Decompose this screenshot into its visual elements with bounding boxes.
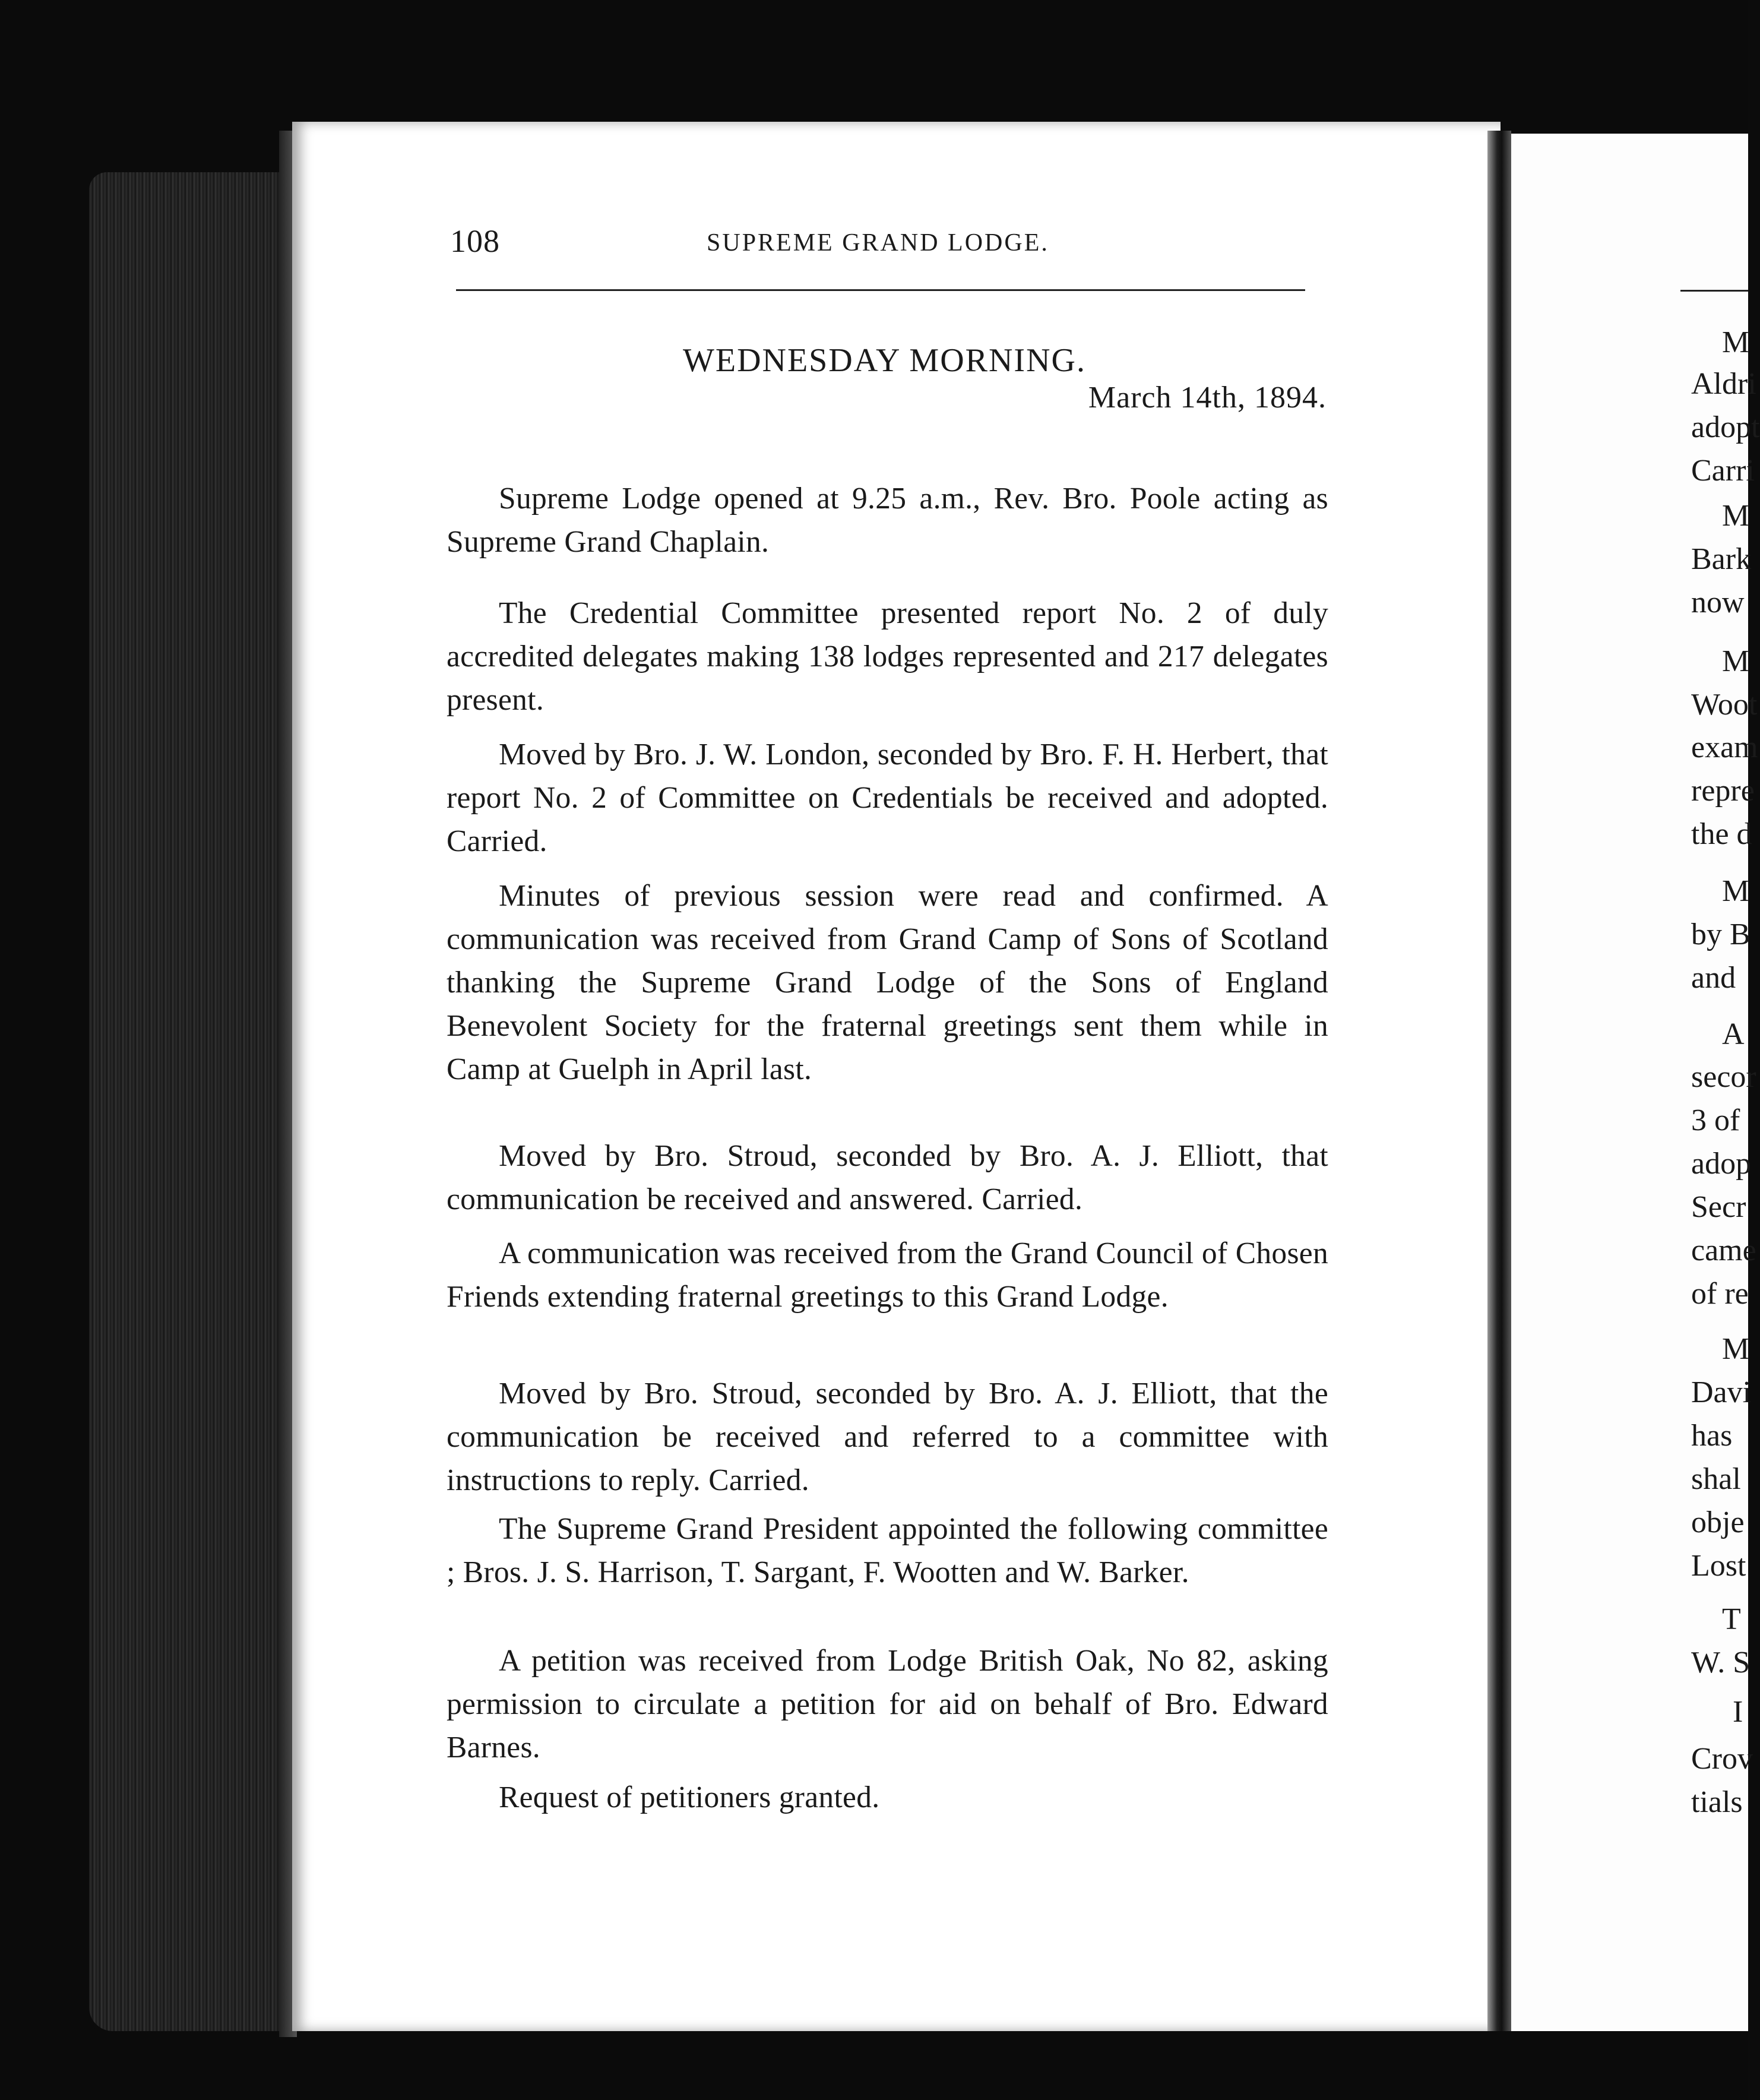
paragraph: Supreme Lodge opened at 9.25 a.m., Rev. Bro. Poole acting as Supreme Grand Chaplain. xyxy=(447,482,1328,559)
page-number: 108 xyxy=(450,223,500,259)
facing-page-fragment: Bark xyxy=(1691,542,1752,576)
paragraph: Request of petitioners granted. xyxy=(499,1780,880,1814)
facing-page-fragment: T xyxy=(1722,1602,1741,1636)
date-line: March 14th, 1894. xyxy=(1088,381,1327,415)
body-text xyxy=(447,592,1328,722)
facing-page-fragment: the d xyxy=(1691,817,1752,851)
facing-page-fragment: repre xyxy=(1691,774,1755,808)
facing-page-fragment: I xyxy=(1733,1695,1743,1729)
facing-page-fragment: came xyxy=(1691,1234,1756,1267)
facing-page-fragment: Crov xyxy=(1691,1742,1753,1776)
facing-page-fragment: M xyxy=(1722,874,1750,908)
facing-page-fragment: secor xyxy=(1691,1060,1756,1094)
paragraph: The Credential Committee presented report No. 2 of duly accredited delegates making 138 lodges represented and 217 delegates present. xyxy=(447,596,1328,717)
section-heading: WEDNESDAY MORNING. xyxy=(683,342,1086,379)
facing-page-fragment: M xyxy=(1722,1332,1750,1366)
facing-page-fragment: 3 of xyxy=(1691,1103,1740,1137)
facing-page-fragment: Secr xyxy=(1691,1190,1746,1224)
facing-page-fragment: W. S xyxy=(1691,1646,1750,1680)
facing-page-fragment: A xyxy=(1722,1017,1745,1051)
facing-page-fragment: Aldri xyxy=(1691,367,1756,401)
paragraph: A petition was received from Lodge British Oak, No 82, asking permission to circulate a petition for aid on behalf of Bro. Edward Barnes. xyxy=(447,1644,1328,1764)
body-text xyxy=(447,1776,1328,1819)
body-text xyxy=(447,1134,1328,1221)
facing-page-fragment: by B xyxy=(1691,918,1750,951)
facing-page-fragment: Woot xyxy=(1691,688,1758,722)
book-gutter xyxy=(1487,131,1511,2031)
paragraph: Moved by Bro. J. W. London, seconded by Bro. F. H. Herbert, that report No. 2 of Committee on Credentials be received and adopted. Carried. xyxy=(447,738,1328,858)
body-text xyxy=(447,1639,1328,1769)
facing-page-fragment: M xyxy=(1722,499,1750,533)
facing-page-fragment: of re xyxy=(1691,1277,1749,1311)
body-text xyxy=(447,1372,1328,1502)
facing-page-fragment: now xyxy=(1691,586,1745,619)
facing-page-fragment: M xyxy=(1722,644,1750,678)
facing-page-fragment: and xyxy=(1691,961,1736,995)
facing-page-fragment: obje xyxy=(1691,1506,1745,1539)
facing-page-header-rule xyxy=(1680,290,1748,292)
running-title: SUPREME GRAND LODGE. xyxy=(707,229,1049,257)
paragraph: Moved by Bro. Stroud, seconded by Bro. A. J. Elliott, that the communication be received and referred to a committee with instructions to reply. Carried. xyxy=(447,1377,1328,1497)
facing-page-fragment: M xyxy=(1722,325,1750,359)
paragraph: The Supreme Grand President appointed the following committee ; Bros. J. S. Harrison, T. Sargant, F. Wootten and W. Barker. xyxy=(447,1512,1328,1589)
facing-page-fragment: Lost xyxy=(1691,1549,1746,1583)
facing-page-fragment: exam xyxy=(1691,730,1758,764)
facing-page-fragment: shal xyxy=(1691,1462,1741,1496)
body-text xyxy=(447,1232,1328,1318)
paragraph: Minutes of previous session were read and confirmed. A communication was received from Grand Camp of Sons of Scotland thanking the Supreme Grand Lodge of the Sons of England Benevolent Society for the fraternal greetings sent them while in Camp at Guelph in April last. xyxy=(447,879,1328,1086)
header-rule xyxy=(456,289,1305,291)
paragraph: A communication was received from the Grand Council of Chosen Friends extending fraternal greetings to this Grand Lodge. xyxy=(447,1236,1328,1314)
facing-page-fragment: has xyxy=(1691,1419,1733,1453)
book-page-edges xyxy=(89,172,291,2031)
facing-page-fragment: Davi xyxy=(1691,1375,1752,1409)
body-text xyxy=(447,874,1328,1091)
facing-page-fragment: adop xyxy=(1691,1147,1752,1181)
facing-page-fragment: tials xyxy=(1691,1785,1743,1819)
facing-page-fragment: adopt xyxy=(1691,410,1760,444)
facing-page-fragment: Carri xyxy=(1691,454,1755,488)
paragraph: Moved by Bro. Stroud, seconded by Bro. A. J. Elliott, that communication be received and answered. Carried. xyxy=(447,1139,1328,1216)
body-text xyxy=(447,733,1328,863)
body-text xyxy=(447,1507,1328,1594)
body-text xyxy=(447,477,1328,564)
